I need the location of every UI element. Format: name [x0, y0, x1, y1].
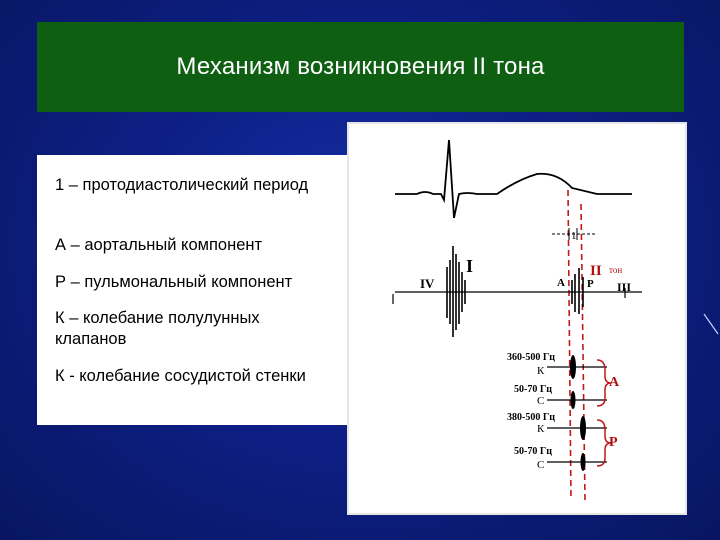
legend-item-protodiastolic: 1 – протодиастолический период	[55, 176, 309, 194]
phonocardiogram-diagram	[347, 122, 687, 515]
legend-item-aortic: А – аортальный компонент	[55, 236, 263, 254]
legend-item-pulmonary: Р – пульмональный компонент	[55, 273, 293, 291]
brace-aortic-label: A	[609, 375, 620, 390]
title-bar	[37, 22, 684, 112]
brace-pulmonary-label: P	[609, 435, 618, 450]
legend-item-vessel-oscillation: К - колебание сосудистой стенки	[55, 367, 306, 385]
tone-one-burst	[447, 246, 465, 337]
tone-two-suffix: тон	[609, 265, 623, 275]
decorative-diagonal-line	[700, 312, 720, 336]
tone-two-label: II	[590, 263, 602, 279]
component-traces	[547, 367, 607, 462]
pulmonary-small-label: P	[587, 278, 594, 290]
osc-label-aortic-k: К	[537, 365, 545, 377]
ecg-trace	[395, 140, 632, 218]
freq-label-aortic-c: 50-70 Гц	[514, 384, 552, 395]
freq-label-pulmonary-k: 380-500 Гц	[507, 412, 555, 423]
tone-three-label: III	[617, 280, 632, 294]
osc-label-pulmonary-k: К	[537, 423, 545, 435]
component-bursts	[570, 355, 586, 471]
interval-label: 1	[571, 230, 577, 242]
osc-label-aortic-c: С	[537, 395, 545, 407]
aortic-small-label: A	[557, 277, 565, 289]
osc-label-pulmonary-c: С	[537, 459, 545, 471]
legend-item-valve-oscillation: К – колебание полулунных клапанов	[55, 309, 260, 348]
freq-label-aortic-k: 360-500 Гц	[507, 352, 555, 363]
tone-one-label: I	[466, 256, 474, 276]
slide-title: Механизм возникновения II тона	[176, 53, 545, 80]
tone-four-label: IV	[420, 276, 435, 291]
legend-box	[37, 155, 347, 425]
diagram-panel	[347, 122, 687, 515]
freq-label-pulmonary-c: 50-70 Гц	[514, 446, 552, 457]
